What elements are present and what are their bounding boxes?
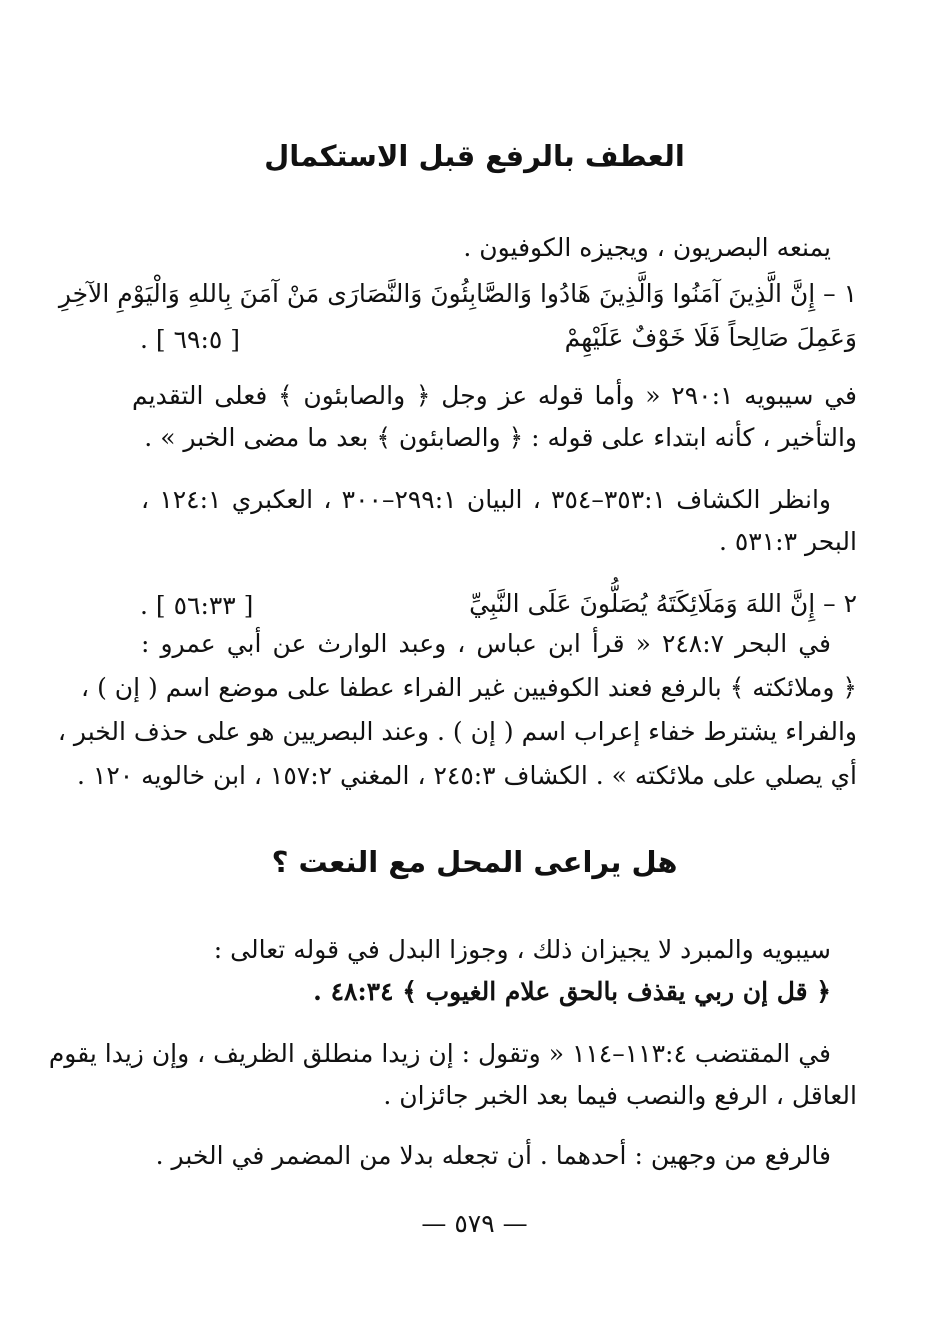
para-3-line-3: والفراء يشترط خفاء إعراب اسم ( إن ) . وعند البصريين هو على حذف الخبر ، bbox=[57, 717, 857, 746]
para-6-line: فالرفع من وجهين : أحدهما . أن تجعله بدلا من المضمر في الخبر . bbox=[155, 1141, 831, 1170]
example-1-line-1: ١ – إِنَّ الَّذِينَ آمَنُوا وَالَّذِينَ هَادُوا وَالصَّابِئُونَ وَالنَّصَارَى مَنْ آمَنَ بِاللهِ وَالْيَوْمِ الآخِرِ bbox=[58, 279, 857, 308]
example-2-reference: [ ٥٦:٣٣ ] . bbox=[140, 591, 254, 620]
para-3-line-4: أي يصلي على ملائكته » . الكشاف ٢٤٥:٣ ، المغني ١٥٧:٢ ، ابن خالويه ١٢٠ . bbox=[76, 761, 857, 790]
section-heading-conjunction: العطف بالرفع قبل الاستكمال bbox=[264, 139, 685, 173]
example-2-line-1: ٢ – إِنَّ اللهَ وَمَلَائِكَتَهُ يُصَلُّونَ عَلَى النَّبِيِّ bbox=[469, 589, 857, 618]
section-heading-adjective: هل يراعى المحل مع النعت ؟ bbox=[271, 845, 678, 879]
page-number: — ٥٧٩ — bbox=[421, 1209, 528, 1238]
para-3-line-2: ﴿ وملائكته ﴾ بالرفع فعند الكوفيين غير الفراء عطفا على موضع اسم ( إن ) ، bbox=[81, 673, 857, 702]
para-5-line-1: في المقتضب ١١٣:٤–١١٤ « وتقول : إن زيدا منطلق الظريف ، وإن زيدا يقوم bbox=[48, 1039, 831, 1068]
intro-line: يمنعه البصريون ، ويجيزه الكوفيون . bbox=[463, 233, 831, 262]
para-1-line-1: في سيبويه ٢٩٠:١ « وأما قوله عز وجل ﴿ والصابئون ﴾ فعلى التقديم bbox=[132, 381, 857, 410]
para-4-line-2: ﴿ قل إن ربي يقذف بالحق علام الغيوب ﴾ ٤٨:٣٤ . bbox=[313, 977, 831, 1006]
para-3-line-1: في البحر ٢٤٨:٧ « قرأ ابن عباس ، وعبد الوارث عن أبي عمرو : bbox=[141, 629, 831, 658]
para-2-line-2: البحر ٥٣١:٣ . bbox=[718, 527, 857, 556]
para-5-line-2: العاقل ، الرفع والنصب فيما بعد الخبر جائزان . bbox=[383, 1081, 857, 1110]
para-4-line-1: سيبويه والمبرد لا يجيزان ذلك ، وجوزا البدل في قوله تعالى : bbox=[213, 935, 831, 964]
para-1-line-2: والتأخير ، كأنه ابتداء على قوله : ﴿ والصابئون ﴾ بعد ما مضى الخبر » . bbox=[144, 423, 857, 452]
example-1-reference: [ ٦٩:٥ ] . bbox=[140, 325, 241, 354]
para-2-line-1: وانظر الكشاف ٣٥٣:١–٣٥٤ ، البيان ٢٩٩:١–٣٠٠ ، العكبري ١٢٤:١ ، bbox=[141, 485, 831, 514]
example-1-line-2: وَعَمِلَ صَالِحاً فَلَا خَوْفٌ عَلَيْهِمْ bbox=[564, 323, 857, 352]
